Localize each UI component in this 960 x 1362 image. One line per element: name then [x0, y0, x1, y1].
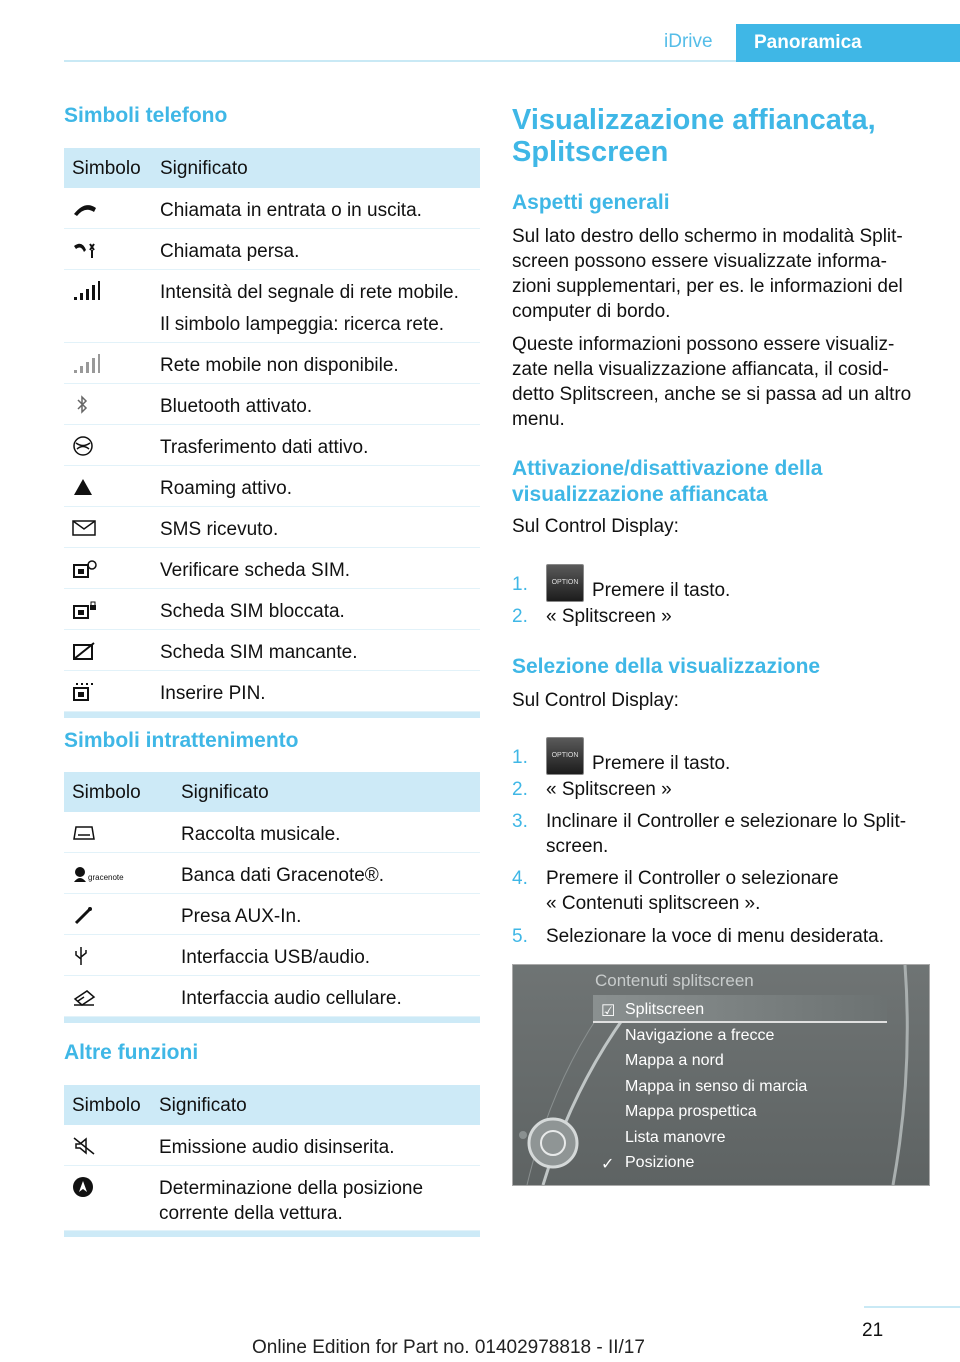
table-row [64, 1166, 480, 1231]
row-text: Inserire PIN. [160, 683, 266, 704]
table-row [64, 589, 480, 630]
table-header [64, 148, 480, 188]
step-number: 1. [512, 747, 528, 768]
row-text: Trasferimento dati attivo. [160, 437, 369, 458]
row-text: SMS ricevuto. [160, 519, 279, 540]
table-row [64, 466, 480, 507]
text-line: detto Splitscreen, anche se si passa ad un altro [512, 384, 912, 405]
table-end-rule [64, 1231, 480, 1237]
table-row [64, 853, 480, 894]
table-row [64, 384, 480, 425]
col-meaning-header: Significato [160, 158, 248, 179]
sim-check-icon [72, 558, 102, 580]
toggle-intro: Sul Control Display: [512, 516, 679, 537]
step-number: 2. [512, 606, 528, 627]
no-network-icon [72, 353, 102, 375]
step-label: Premere il tasto. [592, 753, 731, 775]
menu-item-splitscreen[interactable]: Splitscreen [625, 1001, 705, 1018]
text-line: zate nella visualizzazione affiancata, il cosid‐ [512, 359, 889, 380]
split-title-line1: Visualizzazione affiancata, [512, 104, 876, 136]
text-line: Sul lato destro dello schermo in modalità Split‐ [512, 226, 903, 247]
step-line: Inclinare il Controller e selezionare lo Split‐ [546, 811, 907, 832]
step-line: « Contenuti splitscreen ». [546, 893, 761, 914]
row-text: Chiamata persa. [160, 241, 300, 262]
sim-locked-icon [72, 599, 102, 621]
row-text: Presa AUX-In. [181, 906, 302, 927]
row-text-secondary: corrente della vettura. [159, 1203, 343, 1224]
option-button-icon: OPTION [546, 737, 584, 775]
altre-heading: Altre funzioni [64, 1041, 199, 1064]
step-text: « Splitscreen » [546, 779, 672, 800]
step-number: 2. [512, 779, 528, 800]
menu-item-posizione[interactable]: Posizione [625, 1154, 695, 1171]
usb-icon [72, 945, 102, 967]
row-text: Chiamata in entrata o in uscita. [160, 200, 422, 221]
table-row [64, 1125, 480, 1166]
telefono-heading: Simboli telefono [64, 104, 228, 127]
row-text: Roaming attivo. [160, 478, 293, 499]
table-row [64, 229, 480, 270]
menu-item-mappa-nord[interactable]: Mappa a nord [625, 1052, 724, 1069]
screen-title: Contenuti splitscreen [595, 971, 754, 990]
text-line: computer di bordo. [512, 301, 671, 322]
option-button-icon: OPTION [546, 564, 584, 602]
header-tab-label: Panoramica [736, 24, 960, 62]
pin-icon [72, 681, 102, 703]
table-row [64, 671, 480, 712]
menu-item-navigazione-frecce[interactable]: Navigazione a frecce [625, 1027, 775, 1044]
intrattenimento-table [64, 772, 480, 1023]
general-paragraph-2 [512, 332, 932, 432]
svg-text:gracenote: gracenote [88, 873, 124, 882]
col-symbol-header: Simbolo [72, 782, 141, 803]
table-row [64, 507, 480, 548]
footer-rule [864, 1306, 960, 1308]
table-row [64, 548, 480, 589]
row-text: Bluetooth attivato. [160, 396, 313, 417]
check-icon: ✓ [601, 1156, 615, 1173]
general-paragraph-1 [512, 224, 932, 324]
table-row [64, 425, 480, 466]
row-text: Intensità del segnale di rete mobile. [160, 282, 459, 303]
row-text: Interfaccia USB/audio. [181, 947, 371, 968]
menu-item-mappa-senso-marcia[interactable]: Mappa in senso di marcia [625, 1078, 808, 1095]
table-header [64, 772, 480, 812]
table-row [64, 270, 480, 343]
toggle-heading-line2: visualizzazione affiancata [512, 483, 768, 506]
phone-audio-icon [72, 986, 102, 1008]
table-row [64, 188, 480, 229]
split-title-line2: Splitscreen [512, 136, 669, 168]
step-text: « Splitscreen » [546, 606, 672, 627]
row-text: Scheda SIM mancante. [160, 642, 358, 663]
text-line: Queste informazioni possono essere visualiz‐ [512, 334, 895, 355]
step-number: 5. [512, 926, 528, 947]
checkbox-checked-icon[interactable]: ☑ [601, 1003, 616, 1020]
step-text [546, 809, 936, 859]
missed-call-icon [72, 239, 102, 261]
header-section-label: iDrive [664, 31, 713, 52]
table-row [64, 894, 480, 935]
gracenote-icon [72, 863, 142, 885]
data-transfer-icon [72, 435, 102, 457]
row-text: Emissione audio disinserita. [159, 1137, 395, 1158]
row-text-secondary: Il simbolo lampeggia: ricerca rete. [160, 314, 445, 335]
table-end-rule [64, 712, 480, 718]
sms-icon [72, 517, 102, 539]
col-meaning-header: Significato [159, 1095, 247, 1116]
toggle-heading-line1: Attivazione/disattivazione della [512, 457, 823, 480]
text-line: zioni supplementari, per es. le informazioni del [512, 276, 903, 297]
step-label: Premere il tasto. [592, 580, 731, 602]
table-row [64, 812, 480, 853]
step-number: 3. [512, 811, 528, 832]
toggle-heading [512, 456, 822, 508]
row-text: Rete mobile non disponibile. [160, 355, 399, 376]
altre-table [64, 1085, 480, 1237]
roaming-icon [72, 476, 102, 498]
bluetooth-icon [72, 394, 102, 416]
step-number: 1. [512, 574, 528, 595]
telefono-table [64, 148, 480, 718]
signal-strength-icon [72, 280, 102, 302]
step-text: Selezionare la voce di menu desiderata. [546, 926, 884, 947]
split-title [512, 104, 876, 168]
col-symbol-header: Simbolo [72, 158, 141, 179]
menu-item-lista-manovre[interactable]: Lista manovre [625, 1129, 726, 1146]
step-number: 4. [512, 868, 528, 889]
table-row [64, 343, 480, 384]
table-row [64, 935, 480, 976]
menu-item-mappa-prospettica[interactable]: Mappa prospettica [625, 1103, 757, 1120]
edition-footer: Online Edition for Part no. 01402978818 - II/17 [252, 1337, 645, 1358]
position-icon [72, 1176, 102, 1198]
step-text [546, 866, 936, 916]
sim-missing-icon [72, 640, 102, 662]
text-line: menu. [512, 409, 565, 430]
table-header [64, 1085, 480, 1125]
intrattenimento-heading: Simboli intrattenimento [64, 729, 299, 752]
aux-in-icon [72, 904, 102, 926]
select-intro: Sul Control Display: [512, 690, 679, 711]
row-text: Interfaccia audio cellulare. [181, 988, 402, 1009]
row-text: Determinazione della posizione [159, 1178, 424, 1199]
row-text: Raccolta musicale. [181, 824, 341, 845]
col-symbol-header: Simbolo [72, 1095, 141, 1116]
general-heading: Aspetti generali [512, 191, 670, 214]
text-line: screen possono essere visualizzate informa‐ [512, 251, 887, 272]
select-heading: Selezione della visualizzazione [512, 655, 821, 678]
table-row [64, 630, 480, 671]
row-text: Scheda SIM bloccata. [160, 601, 345, 622]
col-meaning-header: Significato [181, 782, 269, 803]
control-display-screenshot [512, 964, 930, 1186]
step-line: screen. [546, 836, 609, 857]
page-number: 21 [862, 1320, 884, 1341]
audio-mute-icon [72, 1135, 102, 1157]
row-text: Verificare scheda SIM. [160, 560, 351, 581]
table-end-rule [64, 1017, 480, 1023]
table-row [64, 976, 480, 1017]
call-icon [72, 198, 102, 220]
step-line: Premere il Controller o selezionare [546, 868, 839, 889]
row-text: Banca dati Gracenote®. [181, 865, 385, 886]
music-collection-icon [72, 822, 102, 844]
